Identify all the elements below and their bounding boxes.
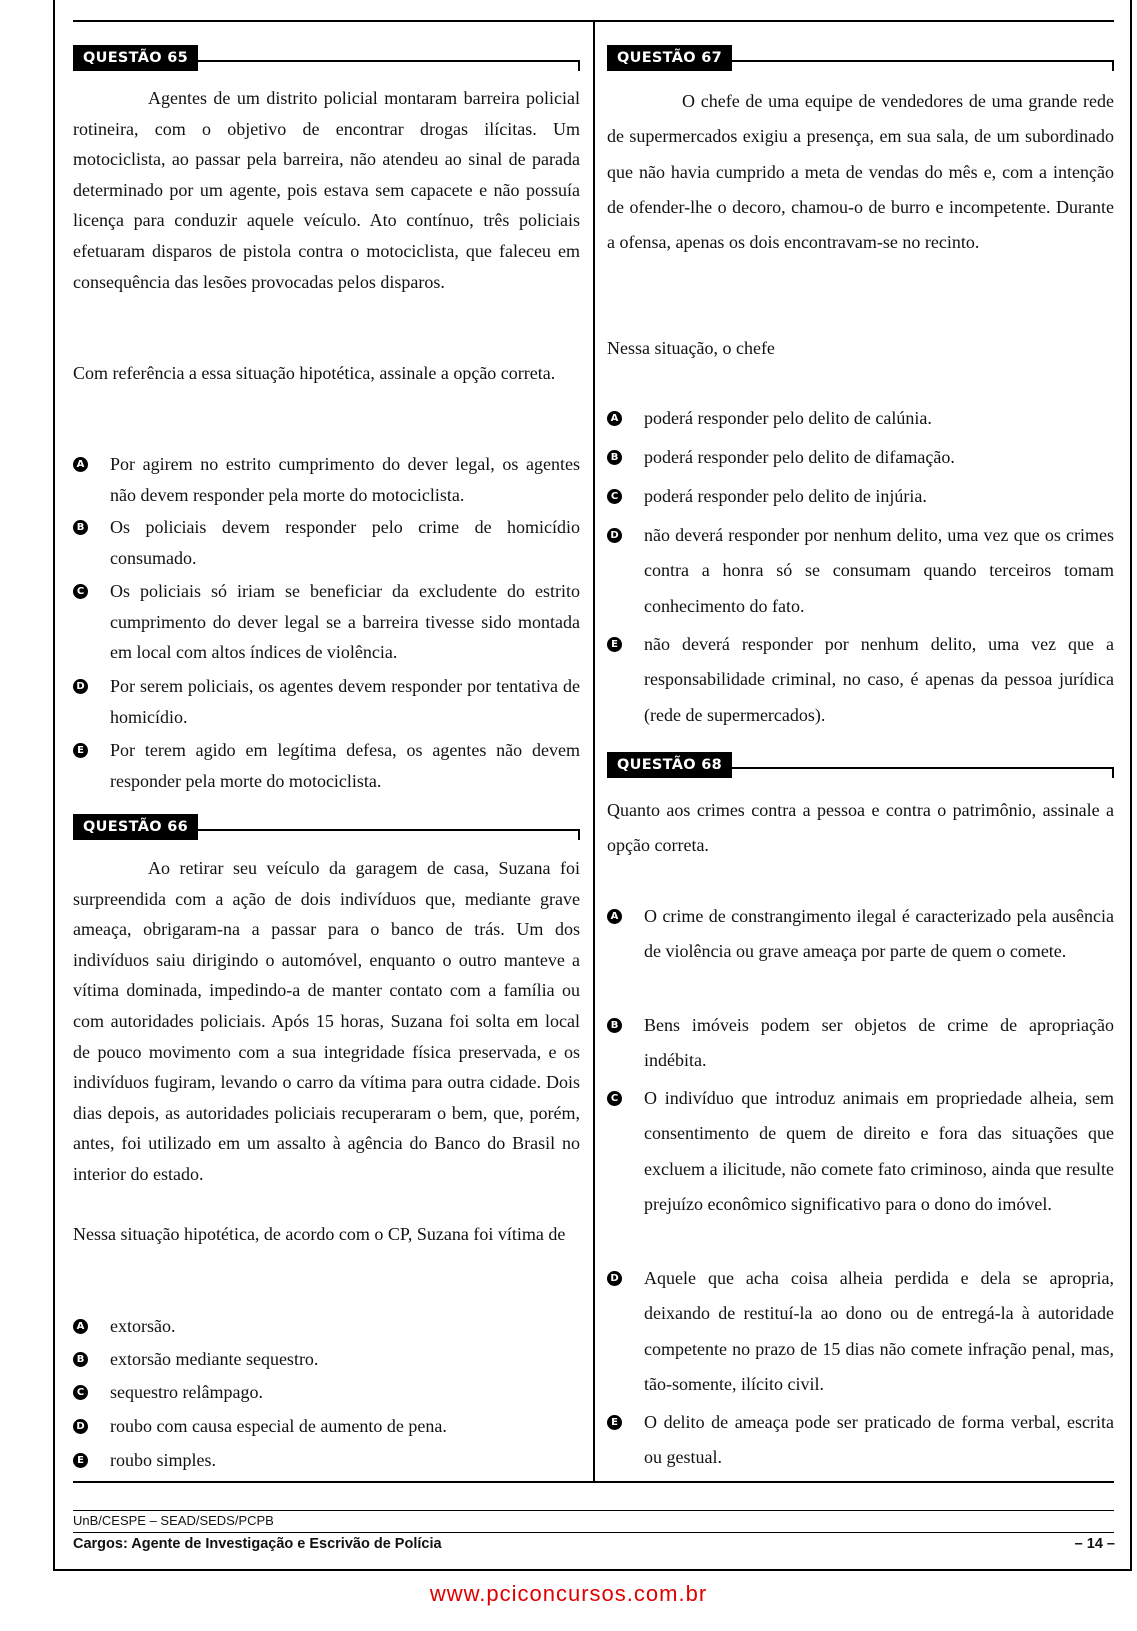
option-letter-c-icon: C — [607, 489, 622, 504]
option-letter-b-icon: B — [607, 1018, 622, 1033]
option-text: Os policiais só iriam se beneficiar da excludente do estrito cumprimento do dever legal se a barreira tivesse sido montada em local com altos índices de violência. — [110, 581, 580, 663]
option-e[interactable] — [607, 1405, 1114, 1476]
option-text: Por agirem no estrito cumprimento do dever legal, os agentes não devem responder pela morte do motociclista. — [110, 454, 580, 505]
option-text: não deverá responder por nenhum delito, uma vez que os crimes contra a honra só se consumam quando terceiros tomam conhecimento do fato. — [644, 525, 1114, 616]
question-67-text: O chefe de uma equipe de vendedores de uma grande rede de supermercados exigiu a presença, em sua sala, de um subordinado que não havia cumprido a meta de vendas do mês e, com a intenção de ofender-lhe o decoro, chamou-o de burro e incompetente. Durante a ofensa, apenas os dois encontravam-se no recinto. — [607, 91, 1114, 253]
option-letter-b-icon: B — [73, 1352, 88, 1367]
option-letter-d-icon: D — [607, 528, 622, 543]
option-letter-a-icon: A — [73, 1319, 88, 1334]
option-e[interactable] — [73, 735, 580, 796]
option-text: extorsão mediante sequestro. — [110, 1349, 319, 1369]
site-url[interactable]: www.pciconcursos.com.br — [429, 1581, 708, 1606]
option-text: Por serem policiais, os agentes devem responder por tentativa de homicídio. — [110, 676, 580, 727]
question-65-prompt: Com referência a essa situação hipotética, assinale a opção correta. — [73, 363, 556, 383]
question-66-prompt: Nessa situação hipotética, de acordo com o CP, Suzana foi vítima de — [73, 1224, 566, 1244]
option-c[interactable] — [73, 576, 580, 668]
option-letter-d-icon: D — [607, 1271, 622, 1286]
option-letter-a-icon: A — [607, 909, 622, 924]
option-text: sequestro relâmpago. — [110, 1382, 263, 1402]
option-d[interactable] — [607, 1261, 1114, 1402]
option-text: poderá responder pelo delito de calúnia. — [644, 408, 932, 428]
option-a[interactable] — [73, 1311, 580, 1342]
header-tick — [1112, 60, 1114, 71]
option-text: extorsão. — [110, 1316, 176, 1336]
question-label: QUESTÃO 67 — [607, 45, 732, 71]
option-letter-e-icon: E — [73, 743, 88, 758]
question-67-header — [607, 45, 1114, 71]
option-letter-b-icon: B — [607, 450, 622, 465]
option-b[interactable] — [607, 440, 1114, 475]
header-line — [198, 60, 580, 62]
option-d[interactable] — [73, 1411, 580, 1442]
option-a[interactable] — [607, 401, 1114, 436]
question-67-prompt: Nessa situação, o chefe — [607, 338, 775, 358]
option-text: poderá responder pelo delito de injúria. — [644, 486, 927, 506]
option-text: Bens imóveis podem ser objetos de crime de apropriação indébita. — [644, 1015, 1114, 1071]
option-b[interactable] — [73, 1344, 580, 1375]
header-line — [198, 829, 580, 831]
option-text: O delito de ameaça pode ser praticado de forma verbal, escrita ou gestual. — [644, 1412, 1114, 1468]
column-divider — [593, 20, 595, 1483]
option-letter-b-icon: B — [73, 520, 88, 535]
option-d[interactable] — [73, 671, 580, 732]
header-tick — [578, 829, 580, 840]
option-letter-d-icon: D — [73, 679, 88, 694]
question-68-prompt: Quanto aos crimes contra a pessoa e contra o patrimônio, assinale a opção correta. — [607, 800, 1114, 856]
option-letter-c-icon: C — [73, 584, 88, 599]
question-66-header — [73, 814, 580, 840]
question-68-header — [607, 752, 1114, 778]
option-c[interactable] — [73, 1377, 580, 1408]
option-c[interactable] — [607, 1081, 1114, 1222]
option-text: Aquele que acha coisa alheia perdida e dela se apropria, deixando de restituí-la ao dono ou de entregá-la à autoridade competente no prazo de 15 dias não comete infração penal, mas, tão-somente, ilícito civil. — [644, 1268, 1114, 1394]
question-65-header — [73, 45, 580, 71]
option-text: poderá responder pelo delito de difamação. — [644, 447, 955, 467]
option-letter-c-icon: C — [73, 1385, 88, 1400]
option-letter-c-icon: C — [607, 1091, 622, 1106]
header-tick — [1112, 767, 1114, 778]
question-65-text: Agentes de um distrito policial montaram barreira policial rotineira, com o objetivo de encontrar drogas ilícitas. Um motociclista, ao passar pela barreira, não atendeu ao sinal de parada determinado por um agente, pois estava sem capacete e não possuía licença para conduzir aquele veículo. Ato contínuo, três policiais efetuaram disparos de pistola contra o motociclista, que faleceu em consequência das lesões provocadas pelos disparos. — [73, 88, 580, 292]
option-b[interactable] — [607, 1008, 1114, 1079]
option-text: roubo com causa especial de aumento de pena. — [110, 1416, 447, 1436]
option-b[interactable] — [73, 512, 580, 573]
footer-rule-top — [73, 1510, 1114, 1511]
option-c[interactable] — [607, 479, 1114, 514]
option-e[interactable] — [73, 1445, 580, 1476]
footer-org: UnB/CESPE – SEAD/SEDS/PCPB — [73, 1513, 274, 1528]
option-letter-d-icon: D — [73, 1419, 88, 1434]
header-tick — [578, 60, 580, 71]
option-text: O crime de constrangimento ilegal é caracterizado pela ausência de violência ou grave ameaça por parte de quem o comete. — [644, 906, 1114, 962]
option-letter-a-icon: A — [607, 411, 622, 426]
header-line — [732, 60, 1114, 62]
option-d[interactable] — [607, 518, 1114, 624]
option-letter-e-icon: E — [73, 1453, 88, 1468]
option-letter-a-icon: A — [73, 457, 88, 472]
option-text: Por terem agido em legítima defesa, os agentes não devem responder pela morte do motociclista. — [110, 740, 580, 791]
option-text: Os policiais devem responder pelo crime de homicídio consumado. — [110, 517, 580, 568]
option-text: não deverá responder por nenhum delito, uma vez que a responsabilidade criminal, no caso, é apenas da pessoa jurídica (rede de supermercados). — [644, 634, 1114, 725]
option-text: roubo simples. — [110, 1450, 216, 1470]
option-letter-e-icon: E — [607, 1415, 622, 1430]
option-letter-e-icon: E — [607, 637, 622, 652]
question-66-text: Ao retirar seu veículo da garagem de casa, Suzana foi surpreendida com a ação de dois indivíduos que, mediante grave ameaça, obrigaram-na a passar para o banco de trás. Um dos indivíduos saiu dirigindo o automóvel, enquanto o outro manteve a vítima dominada, impedindo-a de manter contato com a família ou com autoridades policiais. Após 15 horas, Suzana foi solta em local de pouco movimento com a sua integridade física preservada, e os indivíduos fugiram, levando o carro da vítima para outra cidade. Dois dias depois, as autoridades policiais recuperaram o bem, que, porém, antes, foi utilizado em um assalto à agência do Banco do Brasil no interior do estado. — [73, 858, 580, 1184]
bottom-rule — [73, 1481, 1114, 1483]
option-a[interactable] — [607, 899, 1114, 970]
question-label: QUESTÃO 68 — [607, 752, 732, 778]
footer-rule-middle — [73, 1532, 1114, 1533]
option-a[interactable] — [73, 449, 580, 510]
page-number: – 14 – — [1074, 1536, 1115, 1552]
question-label: QUESTÃO 65 — [73, 45, 198, 71]
question-label: QUESTÃO 66 — [73, 814, 198, 840]
option-e[interactable] — [607, 627, 1114, 733]
header-line — [732, 767, 1114, 769]
option-text: O indivíduo que introduz animais em propriedade alheia, sem consentimento de quem de direito e fora das situações que excluem a ilicitude, não comete fato criminoso, ainda que resulte prejuízo econômico significativo para o dono do imóvel. — [644, 1088, 1114, 1214]
footer-cargos: Cargos: Agente de Investigação e Escrivão de Polícia — [73, 1536, 442, 1552]
